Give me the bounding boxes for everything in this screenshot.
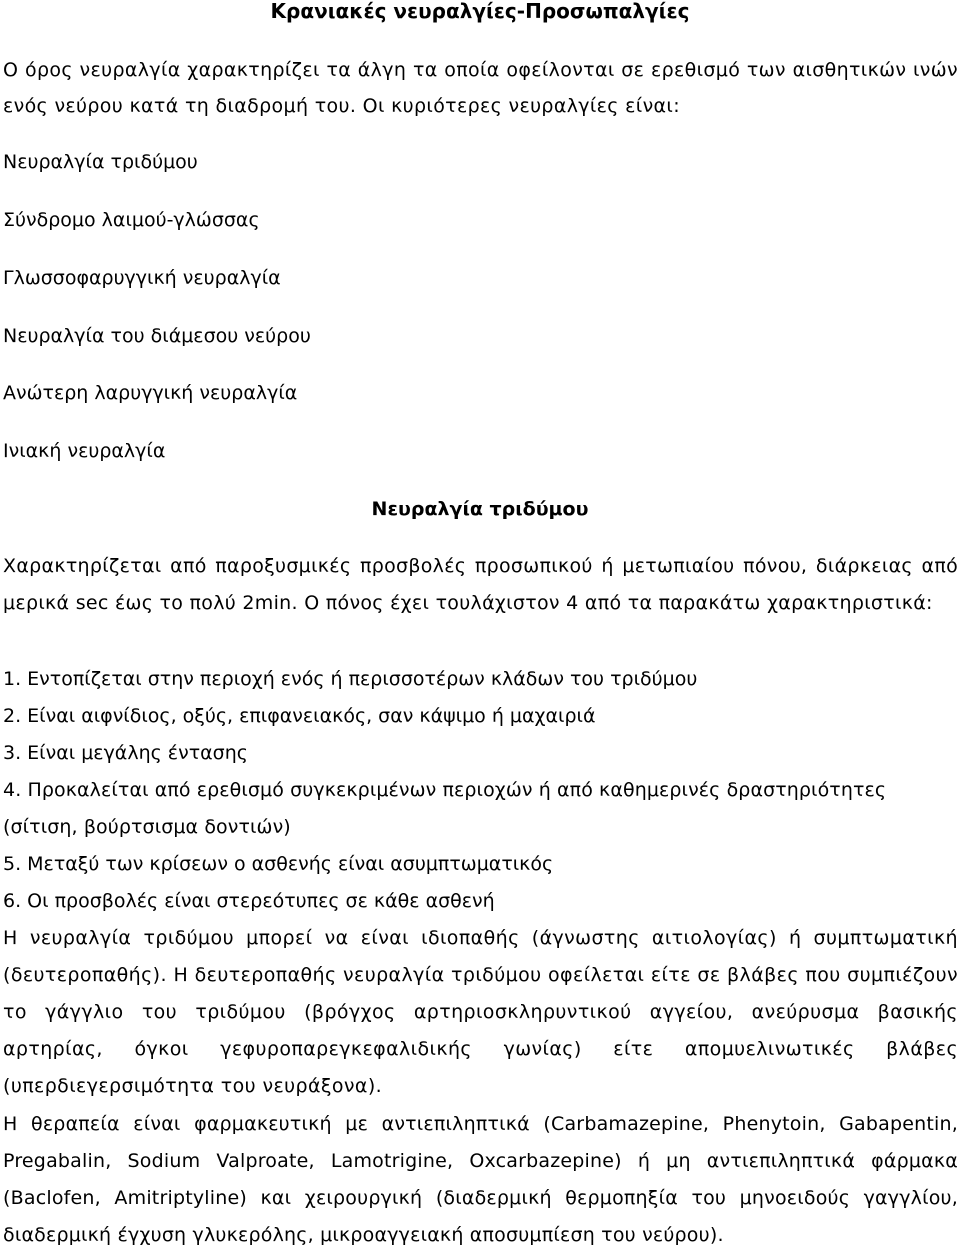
- neuralgia-item: Νευραλγία τριδύμου: [3, 151, 198, 173]
- document-title: Κρανιακές νευραλγίες-Προσωπαλγίες: [270, 0, 690, 23]
- characteristic-item: 3. Είναι μεγάλης έντασης: [3, 742, 248, 764]
- etiology-paragraph: Η νευραλγία τριδύμου μπορεί να είναι ιδιοπαθής (άγνωστης αιτιολογίας) ή συμπτωματική (δευτεροπαθής). Η δευτεροπαθής νευραλγία τριδύμου οφείλεται είτε σε βλάβες που συμπιέζουν το γάγγλιο του τριδύμου (βρόγχος αρτηριοσκληρυντικού αγγείου, ανεύρυσμα βασικής αρτηρίας, όγκοι γεφυροπαρεγκεφαλιδικής γωνίας) είτε απομυελινωτικές βλάβες (υπερδιεγερσιμότητα του νευράξονα).: [3, 927, 958, 1097]
- intro-paragraph: Ο όρος νευραλγία χαρακτηρίζει τα άλγη τα οποία οφείλονται σε ερεθισμό των αισθητικών ινών ενός νεύρου κατά τη διαδρομή του. Οι κυριότερες νευραλγίες είναι:: [3, 59, 958, 117]
- characteristic-item: 2. Είναι αιφνίδιος, οξύς, επιφανειακός, σαν κάψιμο ή μαχαιριά: [3, 705, 596, 727]
- neuralgia-item: Σύνδρομο λαιμού-γλώσσας: [3, 209, 260, 231]
- characteristic-item: 1. Εντοπίζεται στην περιοχή ενός ή περισσοτέρων κλάδων του τριδύμου: [3, 668, 698, 690]
- characteristic-item: 4. Προκαλείται από ερεθισμό συγκεκριμένων περιοχών ή από καθημερινές δραστηριότητες (σίτιση, βούρτσισμα δοντιών): [3, 779, 887, 838]
- neuralgia-item: Γλωσσοφαρυγγική νευραλγία: [3, 267, 281, 289]
- neuralgia-item: Νευραλγία του διάμεσου νεύρου: [3, 325, 311, 347]
- neuralgia-item: Ανώτερη λαρυγγική νευραλγία: [3, 382, 298, 404]
- characteristic-item: 5. Μεταξύ των κρίσεων ο ασθενής είναι ασυμπτωματικός: [3, 853, 554, 875]
- neuralgia-item: Ινιακή νευραλγία: [3, 440, 166, 462]
- section-title: Νευραλγία τριδύμου: [371, 498, 589, 520]
- characteristic-item: 6. Οι προσβολές είναι στερεότυπες σε κάθε ασθενή: [3, 890, 495, 912]
- section-intro-paragraph: Χαρακτηρίζεται από παροξυσμικές προσβολές προσωπικού ή μετωπιαίου πόνου, διάρκειας από μερικά sec έως το πολύ 2min. Ο πόνος έχει τουλάχιστον 4 από τα παρακάτω χαρακτηριστικά:: [3, 555, 958, 614]
- therapy-paragraph: Η θεραπεία είναι φαρμακευτική με αντιεπιληπτικά (Carbamazepine, Phenytoin, Gabapentin, Pregabalin, Sodium Valproate, Lamotrigine, Oxcarbazepine) ή μη αντιεπιληπτικά φάρμακα (Baclofen, Amitriptyline) και χειρουργική (διαδερμική θερμοπηξία του μηνοειδούς γαγγλίου, διαδερμική έγχυση γλυκερόλης, μικροαγγειακή αποσυμπίεση του νεύρου).: [3, 1113, 958, 1246]
